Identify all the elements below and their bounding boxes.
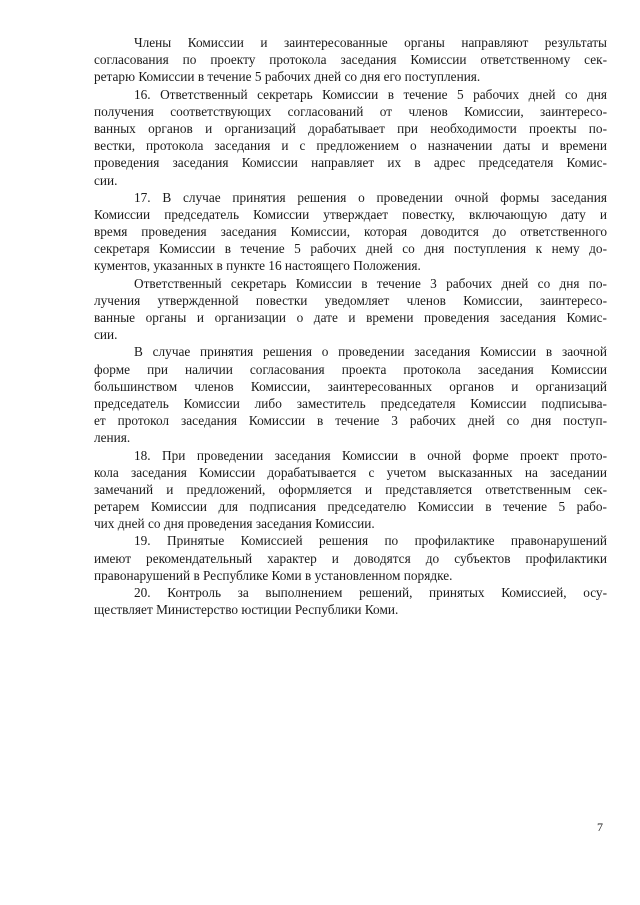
text-line: ления. xyxy=(94,430,131,446)
text-line: ретарем Комиссии для подписания председателю Комиссии в течение 5 рабо- xyxy=(94,499,607,515)
text-line: 19. Принятые Комиссией решения по профилактике правонарушений xyxy=(134,533,607,549)
paragraph-p17-notify xyxy=(94,275,607,344)
paragraph-p19 xyxy=(94,532,607,584)
text-line: 17. В случае принятия решения о проведении очной формы заседания xyxy=(134,189,607,205)
text-line: ванные органы и организации о дате и времени проведения заседания Комис- xyxy=(94,310,607,325)
text-line: председатель Комиссии либо заместитель председателя Комиссии подписыва- xyxy=(94,395,607,411)
text-line: большинством членов Комиссии, заинтересованных органов и организаций xyxy=(94,378,607,394)
paragraph-p-members xyxy=(94,34,607,86)
text-line: чих дней со дня проведения заседания Комиссии. xyxy=(94,516,375,532)
text-line: Ответственный секретарь Комиссии в течение 3 рабочих дней со дня по- xyxy=(134,275,607,291)
text-line: согласования по проекту протокола заседания Комиссии ответственному сек- xyxy=(94,52,607,68)
text-line: сии. xyxy=(94,172,118,188)
paragraph-p18 xyxy=(94,447,607,533)
text-line: В случае принятия решения о проведении заседания Комиссии в заочной xyxy=(134,344,607,360)
text-line: кументов, указанных в пункте 16 настоящего Положения. xyxy=(94,258,421,274)
paragraph-p16 xyxy=(94,86,607,189)
paragraph-p17-remote xyxy=(94,343,607,446)
text-line: замечаний и предложений, оформляется и представляется ответственным сек- xyxy=(94,481,607,497)
page-number: 7 xyxy=(597,820,603,834)
document-body xyxy=(94,34,607,618)
text-line: ретарю Комиссии в течение 5 рабочих дней со дня его поступления. xyxy=(94,69,481,85)
text-line: секретаря Комиссии в течение 5 рабочих дней со дня поступления к нему до- xyxy=(94,241,607,257)
text-line: кола заседания Комиссии дорабатывается с учетом высказанных на заседании xyxy=(94,464,607,480)
text-line: ществляет Министерство юстиции Республики Коми. xyxy=(94,602,399,618)
text-line: 16. Ответственный секретарь Комиссии в течение 5 рабочих дней со дня xyxy=(134,86,607,102)
text-line: ванных органов и организаций дорабатывает при необходимости проекты по- xyxy=(94,120,607,136)
text-line: 18. При проведении заседания Комиссии в очной форме проект прото- xyxy=(134,447,607,463)
paragraph-p17 xyxy=(94,189,607,275)
text-line: 20. Контроль за выполнением решений, принятых Комиссией, осу- xyxy=(134,585,607,600)
text-line: лучения утвержденной повестки уведомляет членов Комиссии, заинтересо- xyxy=(94,292,607,308)
text-line: время проведения заседания Комиссии, которая доводится до ответственного xyxy=(94,224,607,240)
paragraph-p20 xyxy=(94,584,607,618)
text-line: форме при наличии согласования проекта протокола заседания Комиссии xyxy=(94,361,607,377)
text-line: Комиссии председатель Комиссии утверждает повестку, включающую дату и xyxy=(94,206,607,222)
text-line: имеют рекомендательный характер и доводятся до субъектов профилактики xyxy=(94,550,607,566)
text-line: ет протокол заседания Комиссии в течение 3 рабочих дней со дня поступ- xyxy=(94,413,607,429)
text-line: Члены Комиссии и заинтересованные органы направляют результаты xyxy=(134,35,607,50)
text-line: получения соответствующих согласований от членов Комиссии, заинтересо- xyxy=(94,103,607,119)
text-line: сии. xyxy=(94,327,118,343)
text-line: проведения заседания Комиссии направляет их в адрес председателя Комис- xyxy=(94,155,607,171)
text-line: правонарушений в Республике Коми в установленном порядке. xyxy=(94,567,453,583)
text-line: вестки, протокола заседания и с предложением о назначении даты и времени xyxy=(94,138,607,154)
